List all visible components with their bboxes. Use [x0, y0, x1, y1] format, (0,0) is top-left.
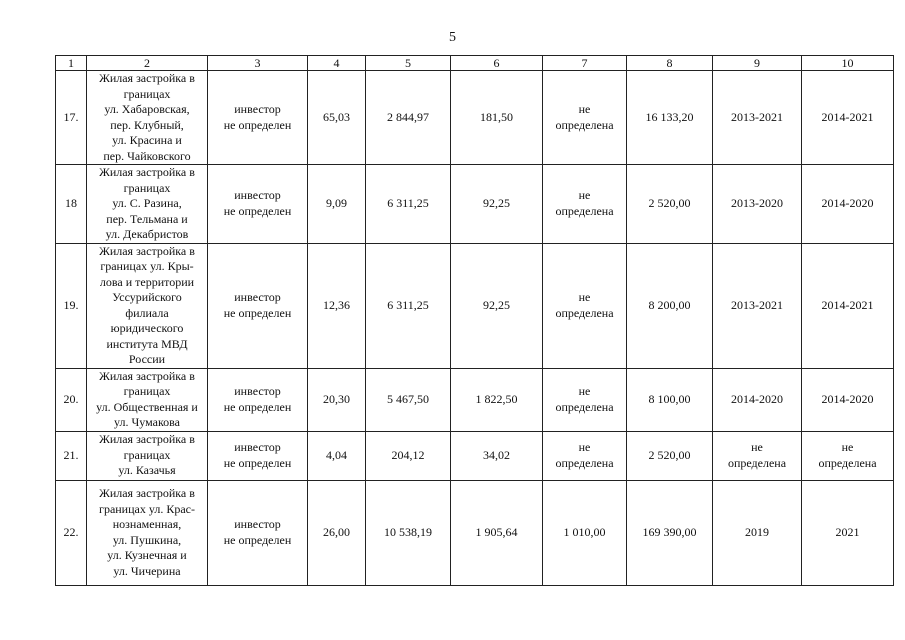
table-cell: 1 010,00: [543, 480, 627, 585]
object-name-cell: Жилая застройка в границах ул. Общественная и ул. Чумакова: [87, 368, 208, 431]
table-cell: не определена: [543, 71, 627, 165]
table-cell: 2 844,97: [366, 71, 451, 165]
table-cell: 12,36: [308, 243, 366, 368]
table-row: [56, 71, 894, 165]
table-cell: 2019: [713, 480, 802, 585]
column-header: 7: [543, 56, 627, 71]
table-cell: 2014-2021: [802, 243, 894, 368]
table-cell: 20,30: [308, 368, 366, 431]
object-name-cell: Жилая застройка в границах ул. Хабаровская, пер. Клубный, ул. Красина и пер. Чайковского: [87, 71, 208, 165]
table-cell: не определена: [543, 165, 627, 244]
table-cell: 4,04: [308, 431, 366, 480]
table-row: [56, 243, 894, 368]
object-name-cell: Жилая застройка в границах ул. С. Разина, пер. Тельмана и ул. Декабристов: [87, 165, 208, 244]
table-cell: 2013-2021: [713, 71, 802, 165]
table-cell: 2014-2020: [802, 368, 894, 431]
row-number-cell: 18: [56, 165, 87, 244]
table-cell: не определена: [713, 431, 802, 480]
table-cell: 8 200,00: [627, 243, 713, 368]
column-header: 4: [308, 56, 366, 71]
table-cell: 2 520,00: [627, 165, 713, 244]
table-cell: 2021: [802, 480, 894, 585]
table-cell: 92,25: [451, 165, 543, 244]
column-number-header-row: [56, 56, 894, 71]
page-number: 5: [449, 30, 456, 45]
column-header: 9: [713, 56, 802, 71]
table-cell: не определена: [802, 431, 894, 480]
object-name-cell: Жилая застройка в границах ул. Кры- лова и территории Уссурийского филиала юридического института МВД России: [87, 243, 208, 368]
table-cell: 2 520,00: [627, 431, 713, 480]
investor-cell: инвестор не определен: [208, 71, 308, 165]
table-cell: 8 100,00: [627, 368, 713, 431]
table-cell: 34,02: [451, 431, 543, 480]
object-name-cell: Жилая застройка в границах ул. Крас- нознаменная, ул. Пушкина, ул. Кузнечная и ул. Чичерина: [87, 480, 208, 585]
investor-cell: инвестор не определен: [208, 431, 308, 480]
table-cell: 65,03: [308, 71, 366, 165]
table-cell: 2013-2021: [713, 243, 802, 368]
row-number-cell: 17.: [56, 71, 87, 165]
table-cell: 1 905,64: [451, 480, 543, 585]
table-cell: 2014-2020: [713, 368, 802, 431]
column-header: 5: [366, 56, 451, 71]
investor-cell: инвестор не определен: [208, 368, 308, 431]
table-cell: 181,50: [451, 71, 543, 165]
table-cell: 9,09: [308, 165, 366, 244]
data-table: [55, 55, 894, 586]
table-cell: не определена: [543, 243, 627, 368]
table-cell: 2013-2020: [713, 165, 802, 244]
column-header: 1: [56, 56, 87, 71]
object-name-cell: Жилая застройка в границах ул. Казачья: [87, 431, 208, 480]
table-cell: 6 311,25: [366, 243, 451, 368]
row-number-cell: 22.: [56, 480, 87, 585]
table-row: [56, 368, 894, 431]
table-cell: 1 822,50: [451, 368, 543, 431]
row-number-cell: 20.: [56, 368, 87, 431]
table-cell: 2014-2020: [802, 165, 894, 244]
table-cell: 2014-2021: [802, 71, 894, 165]
table-row: [56, 165, 894, 244]
column-header: 8: [627, 56, 713, 71]
table-cell: не определена: [543, 431, 627, 480]
column-header: 3: [208, 56, 308, 71]
table-cell: 5 467,50: [366, 368, 451, 431]
table-cell: не определена: [543, 368, 627, 431]
table-cell: 26,00: [308, 480, 366, 585]
column-header: 10: [802, 56, 894, 71]
table-cell: 10 538,19: [366, 480, 451, 585]
row-number-cell: 19.: [56, 243, 87, 368]
table-cell: 6 311,25: [366, 165, 451, 244]
table-cell: 169 390,00: [627, 480, 713, 585]
column-header: 6: [451, 56, 543, 71]
investor-cell: инвестор не определен: [208, 165, 308, 244]
table-cell: 92,25: [451, 243, 543, 368]
table-row: [56, 480, 894, 585]
table-row: [56, 431, 894, 480]
row-number-cell: 21.: [56, 431, 87, 480]
column-header: 2: [87, 56, 208, 71]
investor-cell: инвестор не определен: [208, 480, 308, 585]
investor-cell: инвестор не определен: [208, 243, 308, 368]
table-cell: 16 133,20: [627, 71, 713, 165]
table-cell: 204,12: [366, 431, 451, 480]
